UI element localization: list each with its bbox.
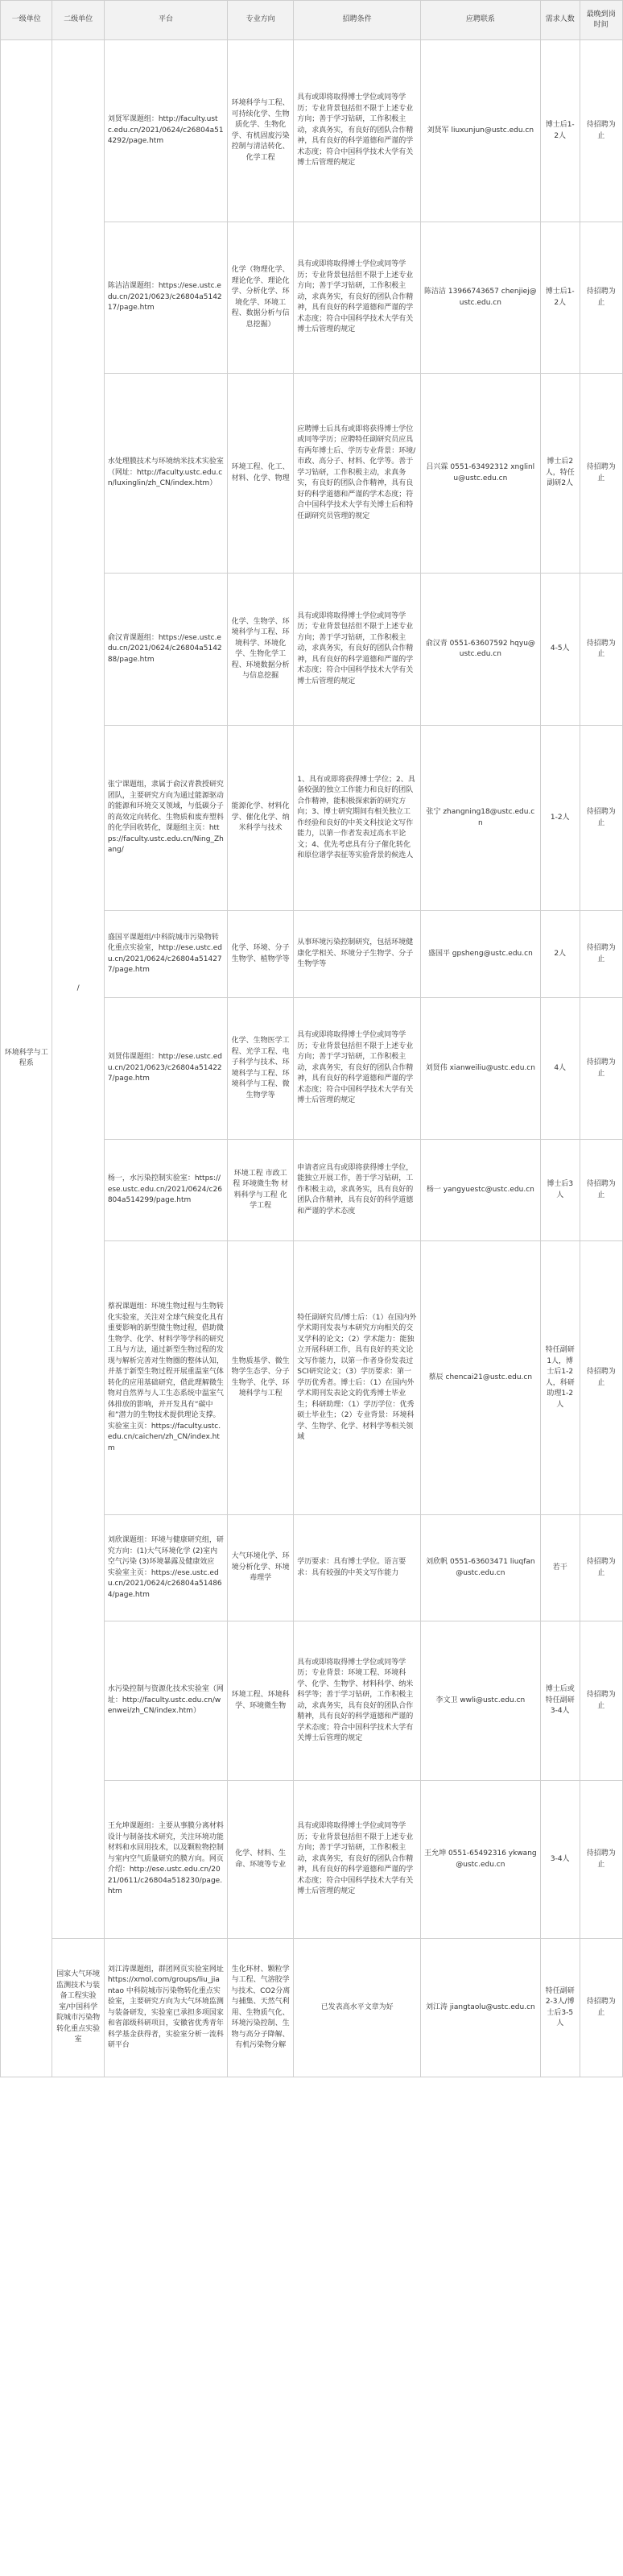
- conditions-cell: 1、具有或即将获得博士学位；2、具备较强的独立工作能力和良好的团队合作精神，能积极探索新的研究方向；3、博士研究期间有相关独立工作经验和良好的中英文科技论文写作能力，以第一作者发表过高水平论文；4、优先考虑具有分子催化转化和原位谱学表征等实验背景的候选人: [294, 726, 421, 911]
- demand-cell: 3-4人: [540, 1781, 580, 1939]
- platform-cell: 陈洁洁课题组：https://ese.ustc.edu.cn/2021/0623/c26804a514217/page.htm: [104, 222, 227, 374]
- deadline-cell: 待招聘为止: [580, 726, 622, 911]
- deadline-cell: 待招聘为止: [580, 998, 622, 1140]
- contact-cell: 杨一 yangyuestc@ustc.edu.cn: [420, 1140, 540, 1241]
- header-deadline: 最晚到岗时间: [580, 1, 622, 40]
- demand-cell: 博士后1-2人: [540, 222, 580, 374]
- major-cell: 环境科学与工程、可持续化学、生物质化学、生物化学、有机固废污染控制与清洁转化、化学工程: [228, 40, 294, 222]
- platform-cell: 刘江涛课题组，群团网页实验室网址https://xmol.com/groups/liu_jiantao 中科院城市污染物转化重点实验室，主要研究方向为大气环境监测与装备研发，实验室已承担多项国家和省部级科研项目，安徽省优秀青年科学基金获得者，实验室分析一流科研平台: [104, 1939, 227, 2077]
- contact-cell: 陈洁洁 13966743657 chenjiej@ustc.edu.cn: [420, 222, 540, 374]
- conditions-cell: 具有或即将取得博士学位或同等学历；专业背景包括但不限于上述专业方向；善于学习钻研，工作积极主动，求真务实，有良好的团队合作精神，具有良好的科学道德和严谨的学术态度；符合中国科学技术大学有关博士后管理的规定: [294, 222, 421, 374]
- conditions-cell: 已发表高水平文章为好: [294, 1939, 421, 2077]
- header-platform: 平台: [104, 1, 227, 40]
- platform-cell: 水处理膜技术与环境纳米技术实验室（网址：http://faculty.ustc.edu.cn/luxinglin/zh_CN/index.htm）: [104, 374, 227, 574]
- major-cell: 生物质基学、微生物学生态学、分子生物学、化学、环境科学与工程: [228, 1241, 294, 1515]
- contact-cell: 俞汉青 0551-63607592 hqyu@ustc.edu.cn: [420, 574, 540, 726]
- demand-cell: 博士后或特任副研3-4人: [540, 1621, 580, 1781]
- platform-cell: 俞汉青课题组：https://ese.ustc.edu.cn/2021/0624/c26804a514288/page.htm: [104, 574, 227, 726]
- deadline-cell: 待招聘为止: [580, 40, 622, 222]
- conditions-cell: 申请者应具有或即将获得博士学位，能独立开展工作，善于学习钻研，工作积极主动，求真务实，具有良好的团队合作精神，具有良好的科学道德和严谨的学术态度: [294, 1140, 421, 1241]
- conditions-cell: 应聘博士后具有或即将获得博士学位或同等学历；应聘特任副研究员应具有两年博士后、学历专业背景：环境/市政、高分子、材料、化学等。善于学习钻研，工作积极主动，求真务实，有良好的团队合作精神，具有良好的科学道德和严谨的学术态度；符合中国科学技术大学有关博士后和特任副研究员管理的规定: [294, 374, 421, 574]
- demand-cell: 2人: [540, 911, 580, 998]
- demand-cell: 特任副研1人，博士后1-2人，科研助理1-2人: [540, 1241, 580, 1515]
- platform-cell: 盛国平课题组/中科院城市污染物转化重点实验室，http://ese.ustc.edu.cn/2021/0624/c26804a514277/page.htm: [104, 911, 227, 998]
- platform-cell: 刘欣课题组：环境与健康研究组，研究方向：(1)大气环境化学 (2)室内空气污染 (3)环境暴露及健康效应 实验室主页：https://ese.ustc.edu.cn/2021/0624/c26804a514864/page.htm: [104, 1515, 227, 1621]
- platform-cell: 王允坤课题组：主要从事膜分离材料设计与制备技术研究，关注环境功能材料和水回用技术，以及颗粒物控制与室内空气质量研究的膜方向。网页介绍：http://ese.ustc.edu.cn/2021/0611/c26804a518230/page.htm: [104, 1781, 227, 1939]
- contact-cell: 蔡辰 chencai21@ustc.edu.cn: [420, 1241, 540, 1515]
- deadline-cell: 待招聘为止: [580, 911, 622, 998]
- contact-cell: 李文卫 wwli@ustc.edu.cn: [420, 1621, 540, 1781]
- platform-cell: 蔡祝课题组：环境生物过程与生物转化实验室，关注对全球气候变化具有重要影响的新型微生物过程，借助微生物学、化学、材料学等学科的研究工具与方法，通过新型生物过程的发现与解析完善对生物圈的整体认知，并基于新型生物过程开展重温室气体转化的应用基础研究，借此理解微生物对自然界与人工生态系统中温室气体排放的影响，并开发具有“碳中和”潜力的生物技术提供理论支撑。实验室主页：https://faculty.ustc.edu.cn/caichen/zh_CN/index.htm: [104, 1241, 227, 1515]
- contact-cell: 张宁 zhangning18@ustc.edu.cn: [420, 726, 540, 911]
- conditions-cell: 具有或即将取得博士学位或同等学历；专业背景包括但不限于上述专业方向；善于学习钻研，工作积极主动，求真务实，有良好的团队合作精神，具有良好的科学道德和严谨的学术态度；符合中国科学技术大学有关博士后管理的规定: [294, 1781, 421, 1939]
- major-cell: 大气环境化学、环境分析化学、环境毒理学: [228, 1515, 294, 1621]
- demand-cell: 特任副研2-3人/博士后3-5人: [540, 1939, 580, 2077]
- contact-cell: 刘江涛 jiangtaolu@ustc.edu.cn: [420, 1939, 540, 2077]
- header-level1-unit: 一级单位: [1, 1, 52, 40]
- deadline-cell: 待招聘为止: [580, 1515, 622, 1621]
- major-cell: 环境工程、环境科学、环境微生物: [228, 1621, 294, 1781]
- major-cell: 生化环材、颗粒学与工程、气溶胶学与技术、CO2分离与捕集、天然气利用、生物质气化、环境污染控制、生物与高分子降解、有机污染物分解: [228, 1939, 294, 2077]
- level2-unit-cell: 国家大气环境监测技术与装备工程实验室/中国科学院城市污染物转化重点实验室: [52, 1939, 104, 2077]
- platform-cell: 刘贤伟课题组：http://ese.ustc.edu.cn/2021/0623/c26804a514227/page.htm: [104, 998, 227, 1140]
- platform-cell: 张宁课题组，隶属于俞汉青教授研究团队，主要研究方向为通过能源驱动的能源和环境交叉领域，与低碳分子的高效定向转化、生物质和废弃塑料的化学回收转化，课题组主页：https://faculty.ustc.edu.cn/Ning_Zhang/: [104, 726, 227, 911]
- header-major: 专业方向: [228, 1, 294, 40]
- demand-cell: 4人: [540, 998, 580, 1140]
- demand-cell: 博士后1-2人: [540, 40, 580, 222]
- deadline-cell: 待招聘为止: [580, 374, 622, 574]
- contact-cell: 刘贤军 liuxunjun@ustc.edu.cn: [420, 40, 540, 222]
- contact-cell: 王允坤 0551-65492316 ykwang@ustc.edu.cn: [420, 1781, 540, 1939]
- contact-cell: 盛国平 gpsheng@ustc.edu.cn: [420, 911, 540, 998]
- conditions-cell: 具有或即将取得博士学位或同等学历；专业背景：环境工程、环境科学、化学、生物学、材料科学、纳米科学等；善于学习钻研，工作积极主动，求真务实，具有良好的团队合作精神，具有良好的科学道德和严谨的学术态度；符合中国科学技术大学有关博士后管理的规定: [294, 1621, 421, 1781]
- major-cell: 化学、生物医学工程、光学工程、电子科学与技术、环境科学与工程、环境科学与工程、微生物学等: [228, 998, 294, 1140]
- level1-unit-cell: 环境科学与工程系: [1, 40, 52, 2077]
- deadline-cell: 待招聘为止: [580, 1939, 622, 2077]
- conditions-cell: 具有或即将取得博士学位或同等学历；专业背景包括但不限于上述专业方向；善于学习钻研，工作积极主动，求真务实，有良好的团队合作精神，具有良好的科学道德和严谨的学术态度；符合中国科学技术大学有关博士后管理的规定: [294, 574, 421, 726]
- deadline-cell: 待招聘为止: [580, 1621, 622, 1781]
- deadline-cell: 待招聘为止: [580, 574, 622, 726]
- deadline-cell: 待招聘为止: [580, 1241, 622, 1515]
- major-cell: 能源化学、材料化学、催化化学、纳米科学与技术: [228, 726, 294, 911]
- deadline-cell: 待招聘为止: [580, 222, 622, 374]
- platform-cell: 杨一，水污染控制实验室：https://ese.ustc.edu.cn/2021/0624/c26804a514299/page.htm: [104, 1140, 227, 1241]
- conditions-cell: 特任副研究员/博士后：（1）在国内外学术期刊发表与本研究方向相关的交叉学科的论文；（2）学术能力：能独立开展科研工作，具有良好的英文论文写作能力，以第一作者身份发表过SCI研究论文；（3）学历要求：第一学历优秀者。博士后：（1）在国内外学术期刊发表论文的优秀博士毕业生；科研助理：（1）学历学位：优秀硕士毕业生；（2）专业背景：环境科学、生物学、化学、材料学等相关领域: [294, 1241, 421, 1515]
- header-contact: 应聘联系: [420, 1, 540, 40]
- major-cell: 环境工程 市政工程 环境微生物 材料科学与工程 化学工程: [228, 1140, 294, 1241]
- major-cell: 化学、环境、分子生物学、植物学等: [228, 911, 294, 998]
- demand-cell: 博士后3人: [540, 1140, 580, 1241]
- conditions-cell: 具有或即将取得博士学位或同等学历；专业背景包括但不限于上述专业方向；善于学习钻研，工作积极主动，求真务实，有良好的团队合作精神，具有良好的科学道德和严谨的学术态度；符合中国科学技术大学有关博士后管理的规定: [294, 40, 421, 222]
- deadline-cell: 待招聘为止: [580, 1140, 622, 1241]
- platform-cell: 水污染控制与资源化技术实验室（网址：http://faculty.ustc.edu.cn/wenwei/zh_CN/index.htm）: [104, 1621, 227, 1781]
- demand-cell: 4-5人: [540, 574, 580, 726]
- demand-cell: 博士后2人，特任副研2人: [540, 374, 580, 574]
- major-cell: 化学、材料、生命、环境等专业: [228, 1781, 294, 1939]
- contact-cell: 刘贤伟 xianweiliu@ustc.edu.cn: [420, 998, 540, 1140]
- demand-cell: 1-2人: [540, 726, 580, 911]
- conditions-cell: 具有或即将取得博士学位或同等学历；专业背景包括但不限于上述专业方向；善于学习钻研，工作积极主动，求真务实，有良好的团队合作精神，具有良好的科学道德和严谨的学术态度；符合中国科学技术大学有关博士后管理的规定: [294, 998, 421, 1140]
- major-cell: 环境工程、化工、材料、化学、物理: [228, 374, 294, 574]
- major-cell: 化学、生物学、环境科学与工程、环境科学、环境化学、生物化学工程、环境数据分析与信息挖掘: [228, 574, 294, 726]
- table-row: [1, 1939, 623, 2077]
- demand-cell: 若干: [540, 1515, 580, 1621]
- table-header-row: [1, 1, 623, 40]
- header-level2-unit: 二级单位: [52, 1, 104, 40]
- deadline-cell: 待招聘为止: [580, 1781, 622, 1939]
- major-cell: 化学（物理化学、理论化学、理论化学、分析化学、环境化学、环境工程、数据分析与信息挖掘）: [228, 222, 294, 374]
- header-conditions: 招聘条件: [294, 1, 421, 40]
- contact-cell: 刘欣帆 0551-63603471 liuqfan@ustc.edu.cn: [420, 1515, 540, 1621]
- conditions-cell: 从事环境污染控制研究，包括环境健康化学相关、环境分子生物学、分子生物学等: [294, 911, 421, 998]
- header-demand: 需求人数: [540, 1, 580, 40]
- table-row: [1, 40, 623, 222]
- level2-unit-cell: /: [52, 40, 104, 1939]
- conditions-cell: 学历要求：具有博士学位。语言要求：具有较强的中英文写作能力: [294, 1515, 421, 1621]
- platform-cell: 刘贤军课题组：http://faculty.ustc.edu.cn/2021/0624/c26804a514292/page.htm: [104, 40, 227, 222]
- contact-cell: 吕兴霖 0551-63492312 xnglinlu@ustc.edu.cn: [420, 374, 540, 574]
